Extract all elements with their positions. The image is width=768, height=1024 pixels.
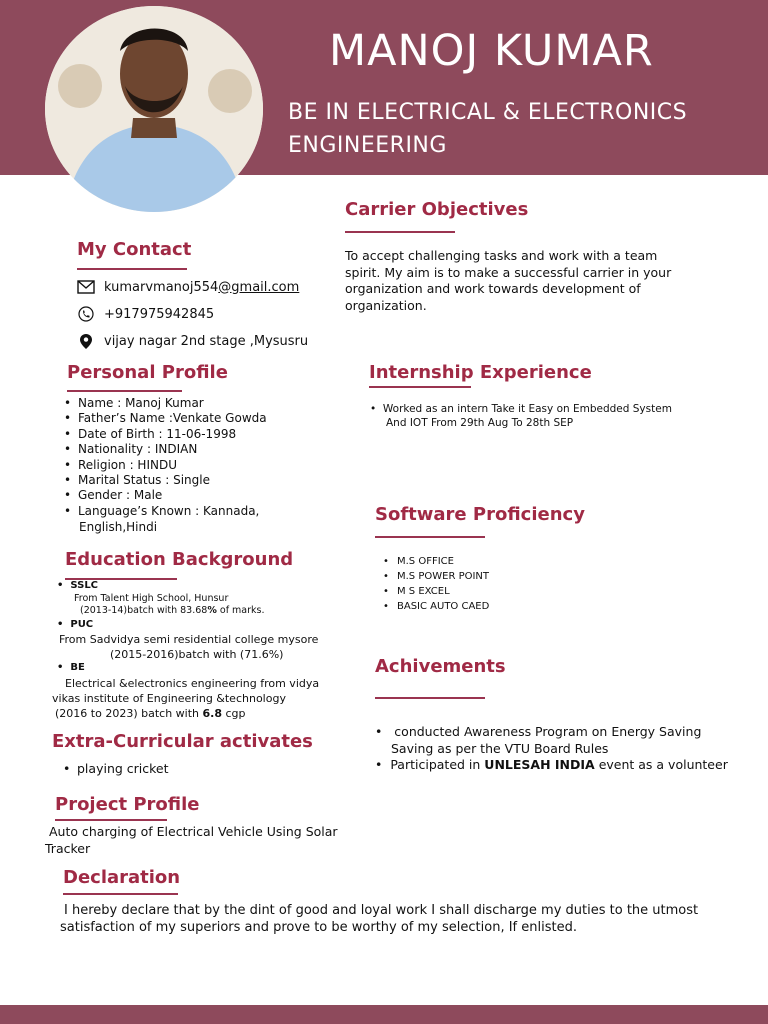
list-item: • M.S OFFICE xyxy=(381,554,631,569)
project-heading: Project Profile xyxy=(55,794,200,815)
project-line1: Auto charging of Electrical Vehicle Using Solar xyxy=(49,824,338,839)
education-sslc-detail xyxy=(74,593,265,617)
list-item: • playing cricket xyxy=(61,761,261,778)
education-sslc-line2: (2013-14)batch with 83.68% of marks. xyxy=(80,605,265,616)
contact-rule xyxy=(77,268,187,270)
personal-profile-rule xyxy=(67,390,182,392)
candidate-degree: BE IN ELECTRICAL & ELECTRONICS ENGINEERING xyxy=(288,100,688,158)
personal-profile-list xyxy=(62,396,302,519)
achievements-item1-cont: Saving as per the VTU Board Rules xyxy=(391,740,609,756)
education-puc-detail xyxy=(59,632,349,662)
declaration-text xyxy=(60,903,740,936)
profile-photo xyxy=(45,6,263,212)
extra-curricular-list xyxy=(61,761,261,778)
location-pin-icon xyxy=(77,332,95,350)
list-item: • Participated in UNLESAH INDIA event as a volunteer xyxy=(375,757,728,772)
project-line2: Tracker xyxy=(45,840,91,856)
list-item: • M S EXCEL xyxy=(381,584,631,599)
list-item: • M.S POWER POINT xyxy=(381,569,631,584)
list-item: • Name : Manoj Kumar xyxy=(62,396,302,411)
software-list xyxy=(381,554,631,614)
profile-photo-illustration xyxy=(45,6,263,212)
project-text xyxy=(45,824,345,857)
education-be-label: • BE xyxy=(57,662,85,673)
project-rule xyxy=(55,819,167,821)
phone-icon xyxy=(77,305,95,323)
software-rule xyxy=(375,536,485,538)
carrier-objectives-rule xyxy=(345,231,455,233)
candidate-name: MANOJ KUMAR xyxy=(329,26,654,76)
list-item: • Language’s Known : Kannada, xyxy=(62,504,302,519)
declaration-rule xyxy=(63,893,178,895)
personal-profile-heading: Personal Profile xyxy=(67,362,228,383)
internship-heading: Internship Experience xyxy=(369,362,592,383)
software-heading: Software Proficiency xyxy=(375,504,585,525)
education-be-detail xyxy=(52,676,352,721)
education-heading: Education Background xyxy=(65,549,294,570)
contact-email[interactable]: kumarvmanoj554@gmail.com xyxy=(104,279,300,295)
achievements-list xyxy=(375,724,755,774)
declaration-line1: I hereby declare that by the dint of good and loyal work I shall discharge my duties to the utmost xyxy=(64,903,699,918)
list-item: • Worked as an intern Take it Easy on Embedded System xyxy=(370,403,672,415)
list-item: • Nationality : INDIAN xyxy=(62,442,302,457)
contact-address: vijay nagar 2nd stage ,Mysusru xyxy=(104,333,309,349)
carrier-objectives-text: To accept challenging tasks and work with a team spirit. My aim is to make a successful carrier in your organization and work towards development of organization. xyxy=(345,248,672,313)
list-item: • BASIC AUTO CAED xyxy=(381,599,631,614)
extra-curricular-heading: Extra-Curricular activates xyxy=(52,731,313,752)
contact-phone[interactable]: +917975942845 xyxy=(104,306,215,322)
list-item: • Marital Status : Single xyxy=(62,473,302,488)
contact-address-row xyxy=(77,332,308,350)
education-be-line1: Electrical &electronics engineering from vidya xyxy=(65,677,320,690)
carrier-objectives-heading: Carrier Objectives xyxy=(345,199,529,220)
list-item: • Gender : Male xyxy=(62,488,302,503)
education-be-line2: vikas institute of Engineering &technology xyxy=(52,692,286,705)
achievements-heading: Achivements xyxy=(375,656,506,677)
list-item: • Father’s Name :Venkate Gowda xyxy=(62,411,302,426)
mail-icon xyxy=(77,278,95,296)
education-sslc-line1: From Talent High School, Hunsur xyxy=(74,593,229,604)
internship-item-cont: And IOT From 29th Aug To 28th SEP xyxy=(386,417,574,429)
footer-bar xyxy=(0,1005,768,1024)
internship-rule xyxy=(369,386,471,388)
education-puc-line2: (2015-2016)batch with (71.6%) xyxy=(110,648,284,661)
declaration-line2: satisfaction of my superiors and prove to be worthy of my selection, If enlisted. xyxy=(60,919,577,935)
education-sslc-label: • SSLC xyxy=(57,580,99,591)
list-item: • Religion : HINDU xyxy=(62,458,302,473)
list-item: • Date of Birth : 11-06-1998 xyxy=(62,427,302,442)
contact-email-row xyxy=(77,278,299,296)
personal-profile-languages-cont: English,Hindi xyxy=(79,520,158,534)
achievements-rule xyxy=(375,697,485,699)
declaration-heading: Declaration xyxy=(63,867,181,888)
education-puc-label: • PUC xyxy=(57,619,94,630)
contact-heading: My Contact xyxy=(77,239,192,260)
internship-item xyxy=(370,402,740,430)
list-item: • conducted Awareness Program on Energy Saving xyxy=(375,724,702,739)
education-puc-line1: From Sadvidya semi residential college mysore xyxy=(59,633,319,646)
contact-phone-row xyxy=(77,305,214,323)
education-be-line3: (2016 to 2023) batch with 6.8 cgp xyxy=(55,707,246,720)
